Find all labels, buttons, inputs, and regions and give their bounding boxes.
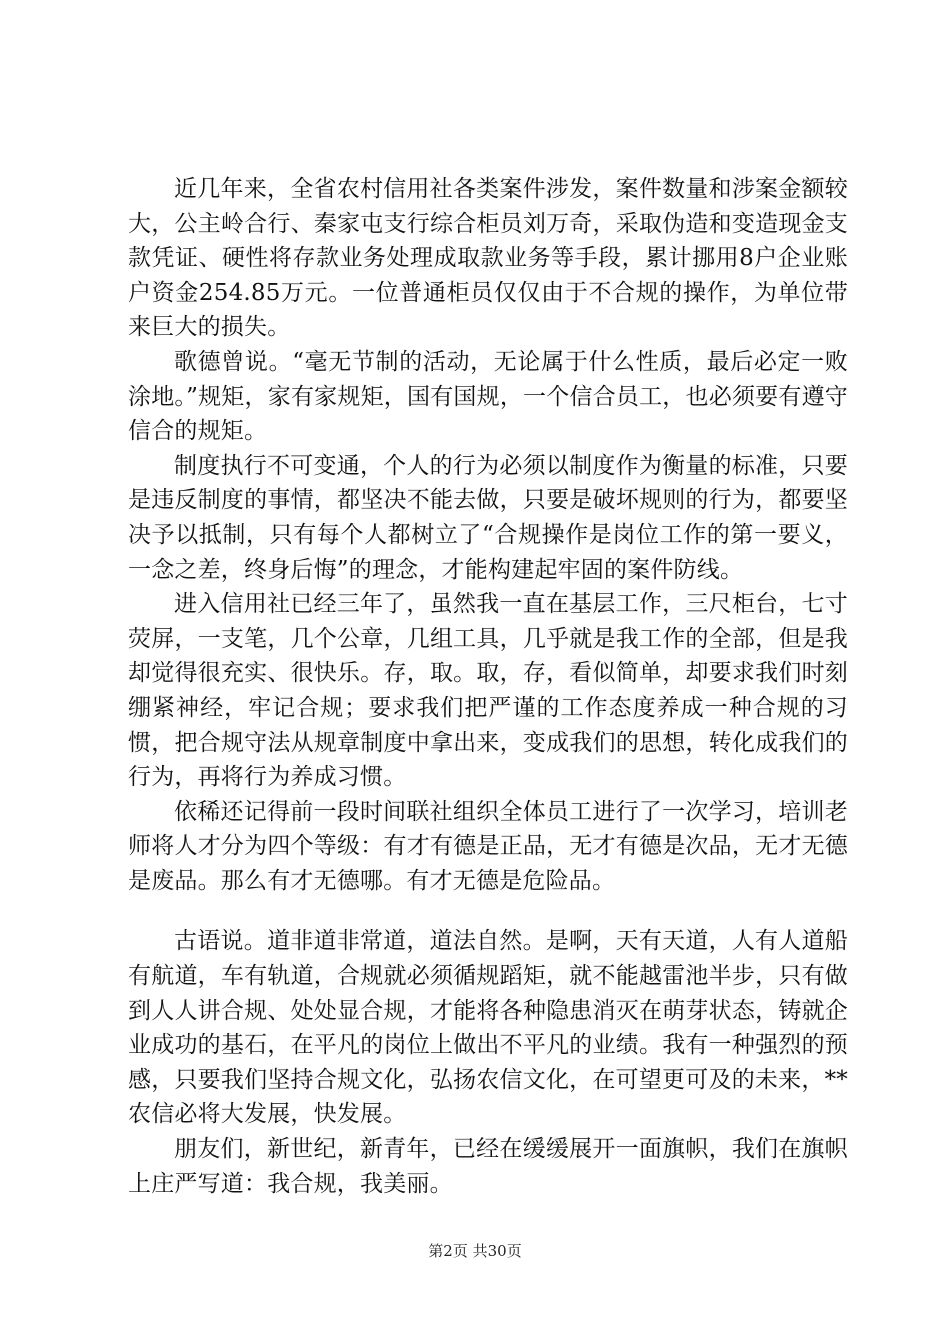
paragraph: 歌德曾说。“毫无节制的活动，无论属于什么性质，最后必定一败涂地。”规矩，家有家规矩，国有国规，一个信合员工，也必须要有遵守信合的规矩。 [128,348,848,445]
paragraph: 古语说。道非道非常道，道法自然。是啊，天有天道，人有人道船有航道，车有轨道，合规就必须循规蹈矩，就不能越雷池半步，只有做到人人讲合规、处处显合规，才能将各种隐患消灭在萌芽状态，铸就企业成功的基石，在平凡的岗位上做出不平凡的业绩。我有一种强烈的预感，只要我们坚持合规文化，弘扬农信文化，在可望更可及的未来，**农信必将大发展，快发展。 [128,928,848,1128]
paragraph: 朋友们，新世纪，新青年，已经在缓缓展开一面旗帜，我们在旗帜上庄严写道：我合规，我美丽。 [128,1136,848,1197]
page-number-footer: 第2页 共30页 [428,1242,522,1260]
paragraph: 制度执行不可变通，个人的行为必须以制度作为衡量的标准，只要是违反制度的事情，都坚决不能去做，只要是破坏规则的行为，都要坚决予以抵制，只有每个人都树立了“合规操作是岗位工作的第一要义，一念之差，终身后悔”的理念，才能构建起牢固的案件防线。 [128,452,848,583]
paragraph: 依稀还记得前一段时间联社组织全体员工进行了一次学习，培训老师将人才分为四个等级：有才有德是正品，无才有德是次品，无才无德是废品。那么有才无德哪。有才无德是危险品。 [128,798,848,894]
document-body [128,172,848,1201]
paragraph: 进入信用社已经三年了，虽然我一直在基层工作，三尺柜台，七寸荧屏，一支笔，几个公章，几组工具，几乎就是我工作的全部，但是我却觉得很充实、很快乐。存，取。取，存，看似简单，却要求我们时刻绷紧神经，牢记合规；要求我们把严谨的工作态度养成一种合规的习惯，把合规守法从规章制度中拿出来，变成我们的思想，转化成我们的行为，再将行为养成习惯。 [128,591,848,791]
paragraph: 近几年来，全省农村信用社各类案件涉发，案件数量和涉案金额较大，公主岭合行、秦家屯支行综合柜员刘万奇，采取伪造和变造现金支款凭证、硬性将存款业务处理成取款业务等手段，累计挪用8户企业账户资金254.85万元。一位普通柜员仅仅由于不合规的操作，为单位带来巨大的损失。 [128,176,848,341]
